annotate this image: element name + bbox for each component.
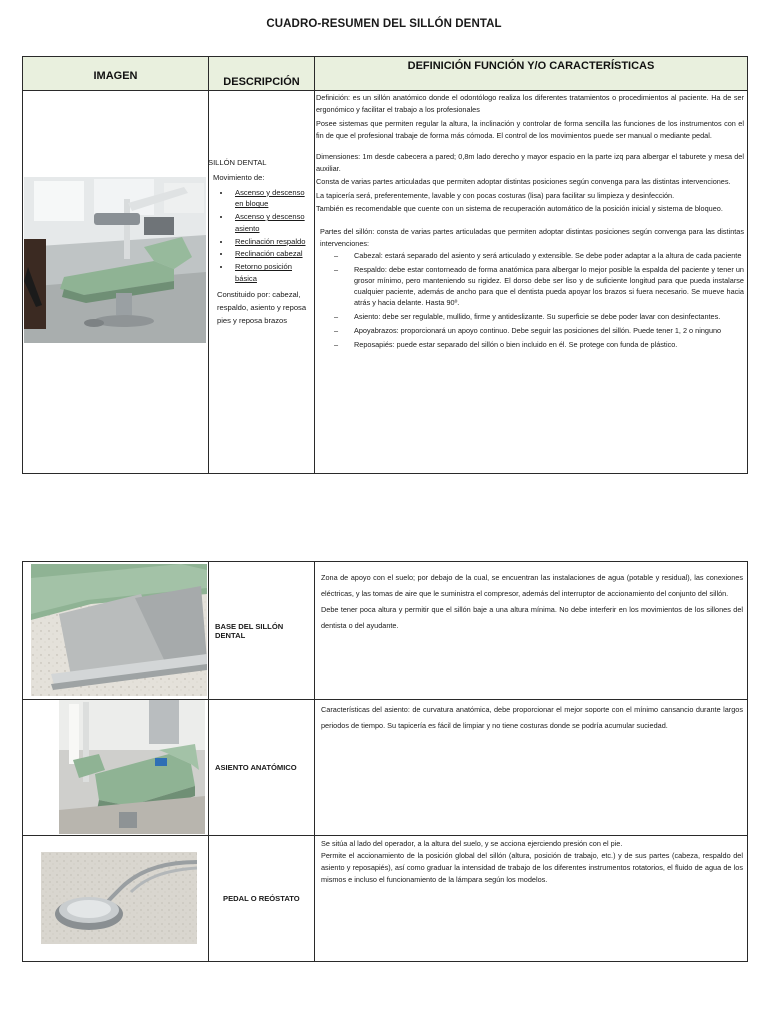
list-item: – Reposapiés: puede estar separado del sillón o bien incluido en él. Se protege con funda de plástico. — [334, 340, 744, 351]
row-paragraph: Zona de apoyo con el suelo; por debajo de la cual, se encuentran las instalaciones de agua (potable y residual), las conexiones eléctricas, y las tomas de aire que le suministra el compresor, además del interruptor de accionamiento del conjunto del sillón. — [321, 573, 743, 599]
definition-paragraph: Consta de varias partes articuladas que permiten adoptar distintas posiciones según convenga para las distintas intervenciones. — [316, 177, 731, 187]
list-item: – Asiento: debe ser regulable, mullido, firme y antideslizante. Su superficie se debe poder lavar con desinfectantes. — [334, 312, 744, 323]
definition-paragraph: La tapicería será, preferentemente, lavable y con pocas costuras (lisa) para facilitar su limpieza y desinfección. — [316, 190, 675, 200]
image-cell-seat — [23, 700, 209, 836]
image-cell-dental-chair — [23, 91, 209, 474]
anatomic-seat-photo — [59, 700, 205, 834]
parts-intro: Partes del sillón: consta de varias partes articuladas que permiten adoptar distintas posiciones según convenga para las distintas intervenciones: — [320, 226, 744, 248]
list-item: • Ascenso y descenso en bloque — [231, 187, 315, 211]
row-text-pedal — [315, 836, 748, 962]
row-paragraph: Permite el accionamiento de la posición global del sillón (altura, posición de trabajo, etc.) y de sus partes (cabeza, respaldo del asiento y reposapiés), así como graduar la intensidad de trabajo de los diferentes instrumentos rotatorios, el fluido de agua de los mismos e incluso el funcionamiento de la lámpara según los modelos. — [321, 851, 743, 885]
image-cell-pedal — [23, 836, 209, 962]
foot-pedal-photo — [41, 852, 197, 944]
list-item: – Cabezal: estará separado del asiento y será articulado y extensible. Se debe poder adaptar a la altura de cada paciente — [334, 251, 744, 262]
list-item: • Ascenso y descenso asiento — [231, 211, 315, 235]
definition-cell-dental-chair — [315, 91, 748, 474]
table-row — [23, 700, 748, 836]
dental-chair-title: SILLÓN DENTAL — [208, 158, 267, 167]
row-label-seat: ASIENTO ANATÓMICO — [209, 700, 315, 836]
header-description: DESCRIPCIÓN — [209, 57, 315, 91]
definition-paragraph: Posee sistemas que permiten regular la altura, la inclinación y controlar de forma sencilla las funciones de los instrumentos con el fin de que el profesional trabaje de forma más cómoda. El control de los movimientos puede ser manual o mediante pedal. — [316, 118, 744, 141]
dental-chair-photo — [24, 177, 206, 343]
header-definition: DEFINICIÓN FUNCIÓN Y/O CARACTERÍSTICAS — [315, 57, 748, 91]
parts-list — [334, 251, 744, 351]
row-text-seat — [315, 700, 748, 836]
description-cell-dental-chair — [209, 91, 315, 474]
table-row — [23, 836, 748, 962]
chair-base-photo — [31, 564, 207, 696]
definition-paragraph: Dimensiones: 1m desde cabecera a pared; 0,8m lado derecho y mayor espacio en la parte izq para albergar el taburete y mesa del auxiliar. — [316, 151, 744, 173]
row-label-pedal: PEDAL O REÓSTATO — [209, 836, 315, 962]
definition-paragraph: Definición: es un sillón anatómico donde el odontólogo realiza los diferentes tratamientos o procedimientos al paciente. Ha de ser ergonómico y facilitar el trabajo a los profesionales — [316, 93, 744, 115]
document-title: CUADRO-RESUMEN DEL SILLÓN DENTAL — [266, 18, 502, 30]
definition-paragraph: También es recomendable que cuente con un sistema de recuperación automático de la posición inicial y sistema de bloqueo. — [316, 204, 723, 214]
row-text-base — [315, 562, 748, 700]
summary-table-parts — [22, 561, 748, 962]
header-image: IMAGEN — [23, 57, 209, 91]
summary-table-main — [22, 56, 748, 474]
list-item: • Reclinación respaldo — [231, 236, 315, 248]
list-item: • Reclinación cabezal — [231, 248, 315, 260]
row-paragraph: Debe tener poca altura y permitir que el sillón baje a una altura mínima. No debe interferir en los movimientos de los sillones del dentista o del ayudante. — [321, 605, 743, 631]
table-row — [23, 562, 748, 700]
row-paragraph: Se sitúa al lado del operador, a la altura del suelo, y se acciona ejerciendo presión con el pie. — [321, 839, 623, 848]
constitution-text: Constituido por: cabezal, respaldo, asiento y reposa pies y reposa brazos — [217, 289, 307, 326]
movement-list — [231, 187, 315, 285]
movement-label: Movimiento de: — [213, 172, 265, 182]
list-item: – Respaldo: debe estar contorneado de forma anatómica para albergar lo mejor posible la espalda del paciente y tener un grosor mínimo, pero manteniendo su rigidez. El dorso debe ser liso y de suficiente longitud para que pueda instalarse cualquier paciente, además de ancho para que el dentista pueda apoyar los brazos si fuera necesario. Se mueve hacia atrás y hacia delante. Hasta 90º. — [334, 265, 744, 309]
list-item: • Retorno posición básica — [231, 261, 315, 285]
image-cell-base — [23, 562, 209, 700]
list-item: – Apoyabrazos: proporcionará un apoyo continuo. Debe seguir las posiciones del sillón. Puede tener 1, 2 o ninguno — [334, 326, 744, 337]
row-label-base: BASE DEL SILLÓN DENTAL — [209, 562, 315, 700]
row-paragraph: Características del asiento: de curvatura anatómica, debe proporcionar el mejor soporte con el mínimo cansancio durante largos periodos de tiempo. Su tapicería es fácil de limpiar y no tiene costuras donde se podría acumular suciedad. — [321, 705, 743, 731]
